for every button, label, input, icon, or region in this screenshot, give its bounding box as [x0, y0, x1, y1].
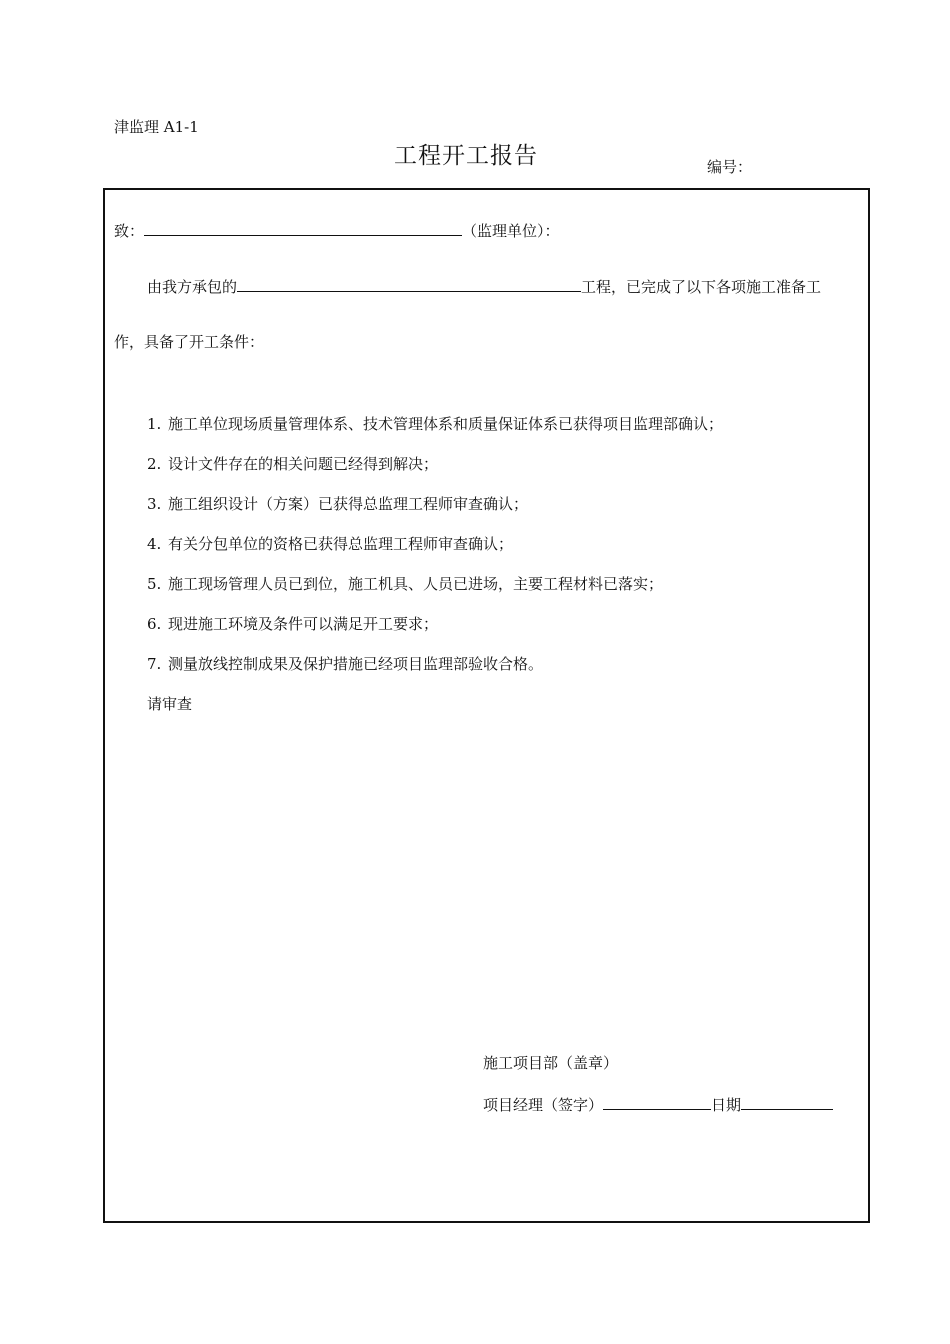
addressee-suffix: （监理单位）：	[462, 222, 560, 240]
item-text: 测量放线控制成果及保护措施已经项目监理部验收合格。	[168, 655, 544, 673]
list-item	[147, 534, 723, 574]
item-number: 3.	[147, 495, 162, 513]
manager-signature-blank[interactable]	[603, 1094, 711, 1110]
document-title: 工程开工报告	[394, 143, 538, 169]
conditions-list	[147, 414, 723, 694]
signature-line	[483, 1094, 833, 1115]
item-number: 1.	[147, 415, 162, 433]
item-text: 施工单位现场质量管理体系、技术管理体系和质量保证体系已获得项目监理部确认；	[168, 415, 724, 433]
closing-text: 请审查	[147, 695, 193, 713]
intro-prefix: 由我方承包的	[147, 278, 238, 296]
manager-signature-label: 项目经理（签字）	[483, 1096, 604, 1114]
item-text: 施工现场管理人员已到位，施工机具、人员已进场，主要工程材料已落实；	[168, 575, 664, 593]
list-item	[147, 454, 723, 494]
item-number: 7.	[147, 655, 162, 673]
project-name-blank[interactable]	[237, 276, 581, 292]
list-item	[147, 574, 723, 614]
item-number: 2.	[147, 455, 162, 473]
item-text: 施工组织设计（方案）已获得总监理工程师审查确认；	[168, 495, 529, 513]
date-blank[interactable]	[741, 1094, 833, 1110]
list-item	[147, 614, 723, 654]
intro-suffix: 工程，已完成了以下各项施工准备工	[581, 278, 822, 296]
item-number: 4.	[147, 535, 162, 553]
date-label: 日期	[711, 1096, 742, 1114]
list-item	[147, 414, 723, 454]
list-item	[147, 494, 723, 534]
form-code: 津监理 A1-1	[114, 118, 199, 136]
supervision-unit-blank[interactable]	[144, 220, 462, 236]
department-seal-label: 施工项目部（盖章）	[483, 1054, 619, 1072]
item-number: 5.	[147, 575, 162, 593]
intro-line	[147, 276, 821, 297]
item-text: 有关分包单位的资格已获得总监理工程师审查确认；	[168, 535, 514, 553]
addressee-line	[114, 220, 560, 241]
item-text: 现进施工环境及条件可以满足开工要求；	[168, 615, 439, 633]
intro-continuation: 作，具备了开工条件：	[114, 333, 265, 351]
list-item	[147, 654, 723, 694]
serial-number-label: 编号：	[707, 158, 753, 176]
addressee-prefix: 致：	[114, 222, 145, 240]
item-number: 6.	[147, 615, 162, 633]
item-text: 设计文件存在的相关问题已经得到解决；	[168, 455, 439, 473]
